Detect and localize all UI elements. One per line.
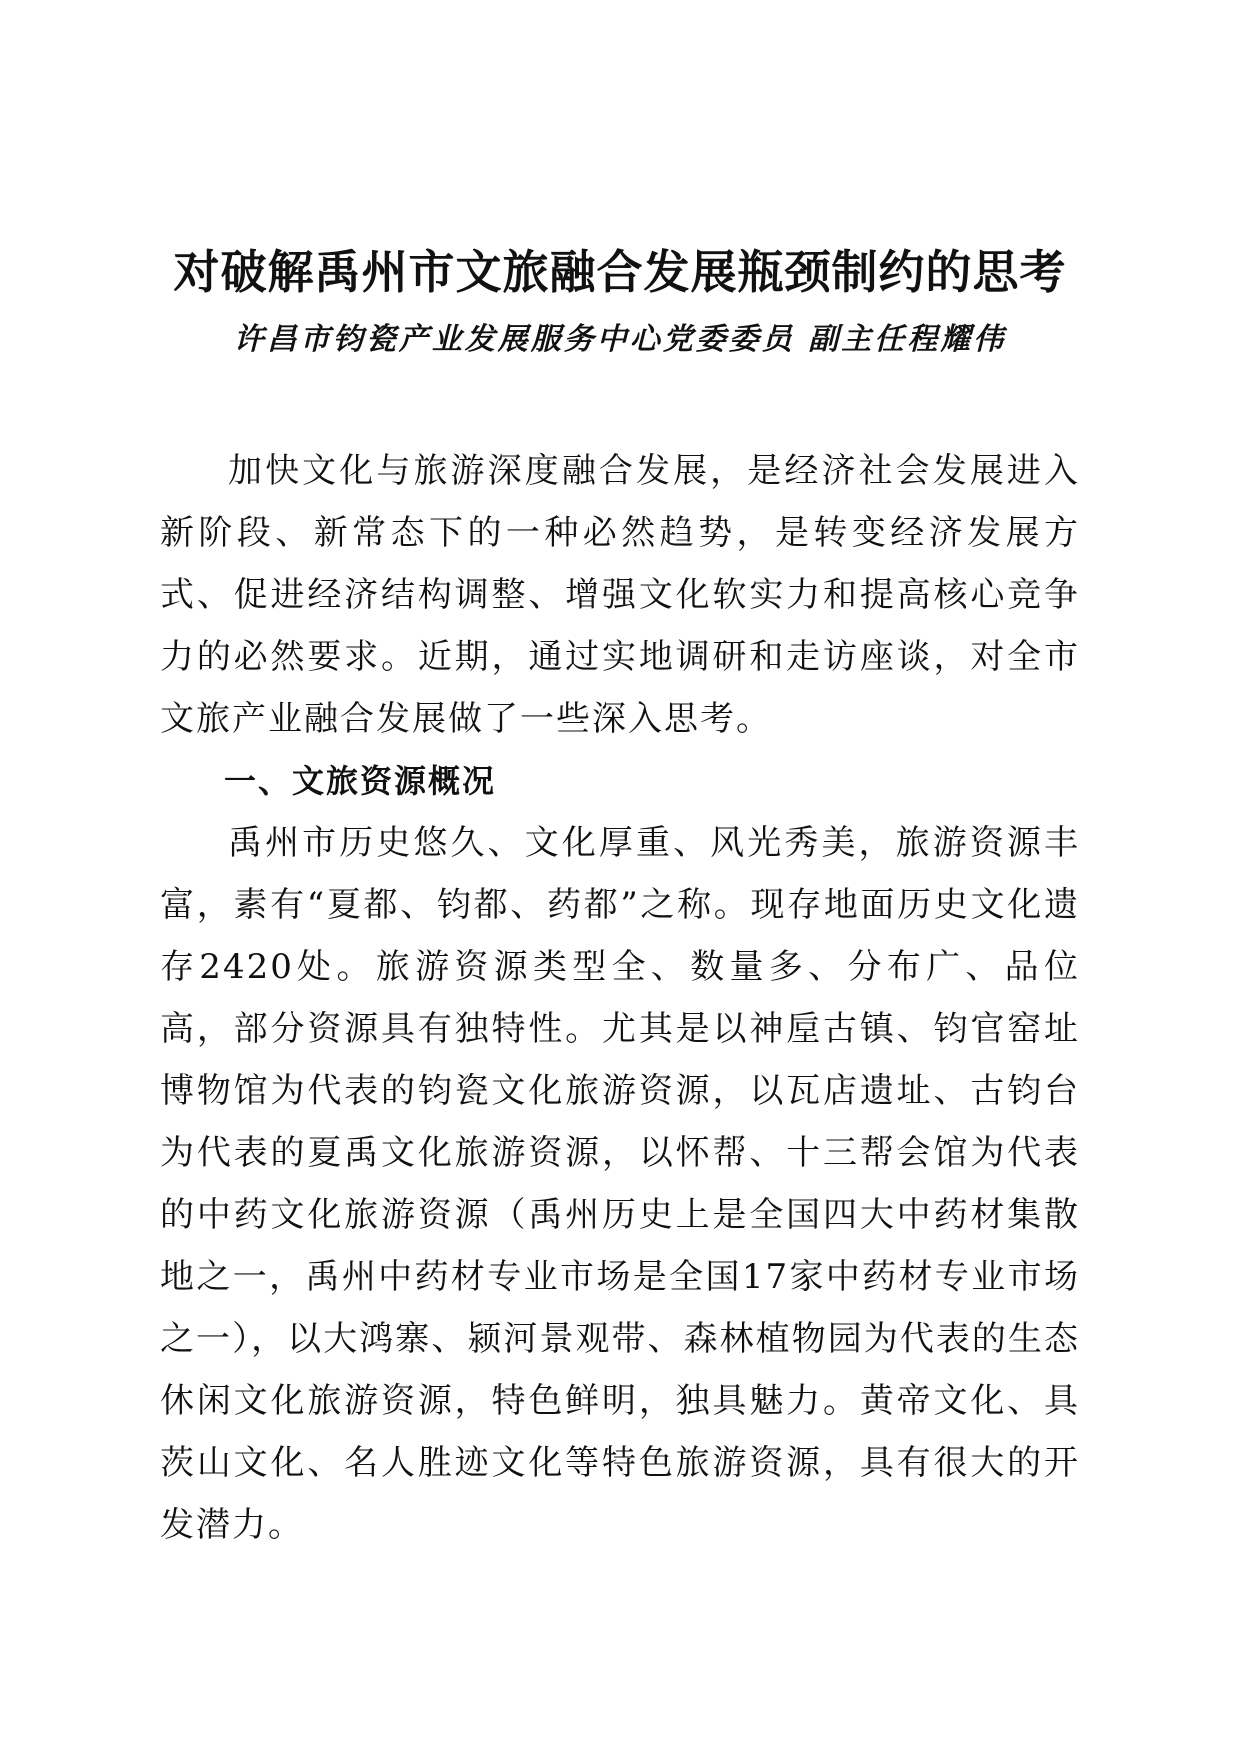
section-paragraph: 禹州市历史悠久、文化厚重、风光秀美，旅游资源丰富，素有“夏都、钧都、药都”之称。现存地面历史文化遗存2420处。旅游资源类型全、数量多、分布广、品位高，部分资源具有独特性。尤其是以神垕古镇、钧官窑址博物馆为代表的钧瓷文化旅游资源，以瓦店遗址、古钧台为代表的夏禹文化旅游资源，以怀帮、十三帮会馆为代表的中药文化旅游资源（禹州历史上是全国四大中药材集散地之一，禹州中药材专业市场是全国17家中药材专业市场之一），以大鸿寨、颍河景观带、森林植物园为代表的生态休闲文化旅游资源，特色鲜明，独具魅力。黄帝文化、具茨山文化、名人胜迹文化等特色旅游资源，具有很大的开发潜力。 <box>160 823 1080 1545</box>
author-line: 许昌市钧瓷产业发展服务中心党委委员 副主任程耀伟 <box>233 322 1007 357</box>
document-body <box>160 440 1080 1556</box>
document-title: 对破解禹州市文旅融合发展瓶颈制约的思考 <box>173 245 1067 299</box>
intro-paragraph: 加快文化与旅游深度融合发展，是经济社会发展进入新阶段、新常态下的一种必然趋势，是转变经济发展方式、促进经济结构调整、增强文化软实力和提高核心竞争力的必然要求。近期，通过实地调研和走访座谈，对全市文旅产业融合发展做了一些深入思考。 <box>160 451 1080 739</box>
section-heading: 一、文旅资源概况 <box>224 762 497 800</box>
